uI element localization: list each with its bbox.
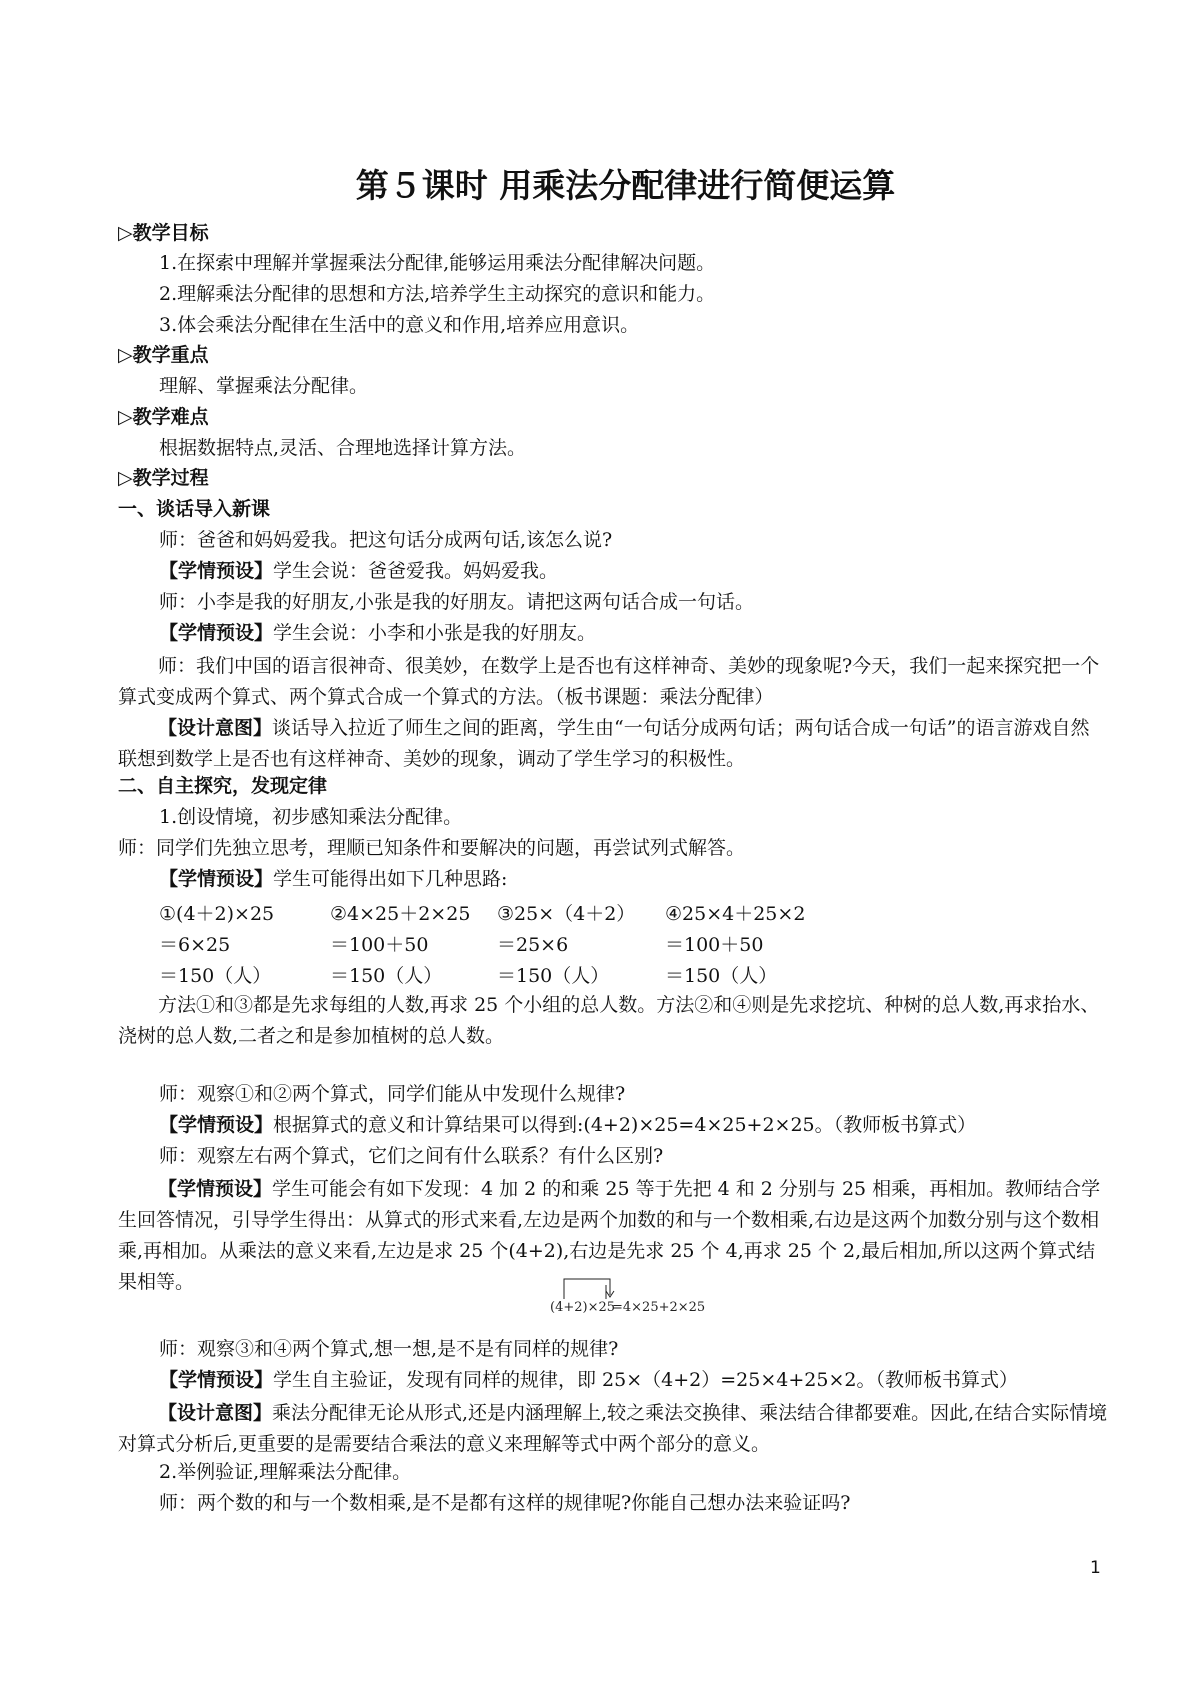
section1-line-1: 师：爸爸和妈妈爱我。把这句话分成两句话,该怎么说? [159,529,613,551]
arrow-line-left [564,1279,610,1299]
calc-4-step-1: ④25×4＋25×2 [665,903,806,925]
heading-process: ▷教学过程 [118,467,209,489]
tag-text: 谈话导入拉近了师生之间的距离，学生由“一句话分成两句话；两句话合成一句话”的语言游戏自然联想到数学上是否也有这样神奇、美妙的现象，调动了学生学习的积极性。 [118,717,1090,770]
section1-line-6 [118,713,1108,775]
heading-difficulty: ▷教学难点 [118,406,209,428]
page-number: 1 [1090,1558,1101,1578]
goal-item-2: 2.理解乘法分配律的思想和方法,培养学生主动探究的意识和能力。 [159,283,716,305]
tag-text: 学生会说：小李和小张是我的好朋友。 [273,622,597,644]
section1-line-2 [159,560,558,583]
tag-label: 【学情预设】 [159,560,274,582]
calc-4-step-3: ＝150（人） [665,965,778,987]
tag-text: 学生会说：爸爸爱我。妈妈爱我。 [273,560,559,582]
tag-label: 【学情预设】 [159,868,274,890]
calc-3-step-2: ＝25×6 [497,934,569,956]
tag-text: 学生自主验证，发现有同样的规律，即 25×（4+2）=25×4+25×2。（教师板书算式） [273,1369,1018,1391]
calc-1-step-2: ＝6×25 [159,934,231,956]
section2-line-7: 师：观察左右两个算式，它们之间有什么联系？有什么区别? [159,1145,664,1167]
calc-4-step-2: ＝100＋50 [665,934,764,956]
difficulty-text: 根据数据特点,灵活、合理地选择计算方法。 [159,437,527,459]
section1-heading: 一、谈话导入新课 [118,498,271,520]
calc-3-step-3: ＝150（人） [497,965,610,987]
calc-1-step-3: ＝150（人） [159,965,272,987]
calc-1-step-1: ①(4＋2)×25 [159,903,275,925]
section2-line-4: 方法①和③都是先求每组的人数,再求 25 个小组的总人数。方法②和④则是先求挖坑、种树的总人数,再求抬水、浇树的总人数,二者之和是参加植树的总人数。 [118,994,1100,1047]
tag-label: 【设计意图】 [158,1402,273,1424]
key-point-text: 理解、掌握乘法分配律。 [159,375,369,397]
page-title: 第５课时 用乘法分配律进行简便运算 [355,166,896,205]
goal-item-3: 3.体会乘法分配律在生活中的意义和作用,培养应用意识。 [159,314,640,336]
tag-text: 根据算式的意义和计算结果可以得到:(4+2)×25=4×25+2×25。（教师板书算式） [273,1114,977,1136]
section2-line-11 [118,1398,1108,1460]
tag-label: 【学情预设】 [159,622,274,644]
diagram-left-expression: (4+2)×25 [550,1300,616,1315]
calc-2-step-2: ＝100＋50 [330,934,429,956]
section2-line-5: 师：观察①和②两个算式，同学们能从中发现什么规律? [159,1083,626,1105]
section2-line-10 [159,1369,1018,1392]
calc-2-step-3: ＝150（人） [330,965,443,987]
section1-line-5: 师：我们中国的语言很神奇、很美妙，在数学上是否也有这样神奇、美妙的现象呢?今天，我们一起来探究把一个算式变成两个算式、两个算式合成一个算式的方法。（板书课题：乘法分配律） [118,655,1100,708]
tag-label: 【设计意图】 [158,717,273,739]
calc-3-step-1: ③25×（4＋2） [497,903,636,925]
section2-line-9: 师：观察③和④两个算式,想一想,是不是有同样的规律? [159,1338,619,1360]
section2-line-6 [159,1114,976,1137]
distributive-law-diagram [550,1275,720,1319]
section1-line-3: 师：小李是我的好朋友,小张是我的好朋友。请把这两句话合成一句话。 [159,591,755,613]
tag-text: 学生可能会有如下发现：4 加 2 的和乘 25 等于先把 4 和 2 分别与 25 相乘，再相加。教师结合学生回答情况，引导学生得出：从算式的形式来看,左边是两个加数的和与一个数相乘,右边是这两个加数分别与这个数相乘,再相加。从乘法的意义来看,左边是求 25 个(4+2),右边是先求 25 个 4,再求 25 个 2,最后相加,所以这两个算式结果相等。 [118,1178,1101,1293]
tag-text: 乘法分配律无论从形式,还是内涵理解上,较之乘法交换律、乘法结合律都要难。因此,在结合实际情境对算式分析后,更重要的是需要结合乘法的意义来理解等式中两个部分的意义。 [118,1402,1108,1455]
tag-label: 【学情预设】 [159,1369,274,1391]
heading-key-point: ▷教学重点 [118,344,209,366]
tag-label: 【学情预设】 [159,1114,274,1136]
tag-label: 【学情预设】 [158,1178,273,1200]
section2-line-2: 师：同学们先独立思考，理顺已知条件和要解决的问题，再尝试列式解答。 [118,837,746,859]
heading-teaching-goals: ▷教学目标 [118,222,209,244]
tag-text: 学生可能得出如下几种思路: [273,868,508,890]
section2-heading: 二、自主探究，发现定律 [118,775,328,797]
section2-line-12: 2.举例验证,理解乘法分配律。 [159,1461,412,1483]
diagram-right-expression: =4×25+2×25 [612,1300,706,1315]
section1-line-4 [159,622,596,645]
section2-line-13: 师：两个数的和与一个数相乘,是不是都有这样的规律呢?你能自己想办法来验证吗? [159,1492,851,1514]
section2-line-3 [159,868,507,891]
goal-item-1: 1.在探索中理解并掌握乘法分配律,能够运用乘法分配律解决问题。 [159,252,716,274]
calc-2-step-1: ②4×25＋2×25 [330,903,471,925]
section2-line-1: 1.创设情境，初步感知乘法分配律。 [159,806,463,828]
